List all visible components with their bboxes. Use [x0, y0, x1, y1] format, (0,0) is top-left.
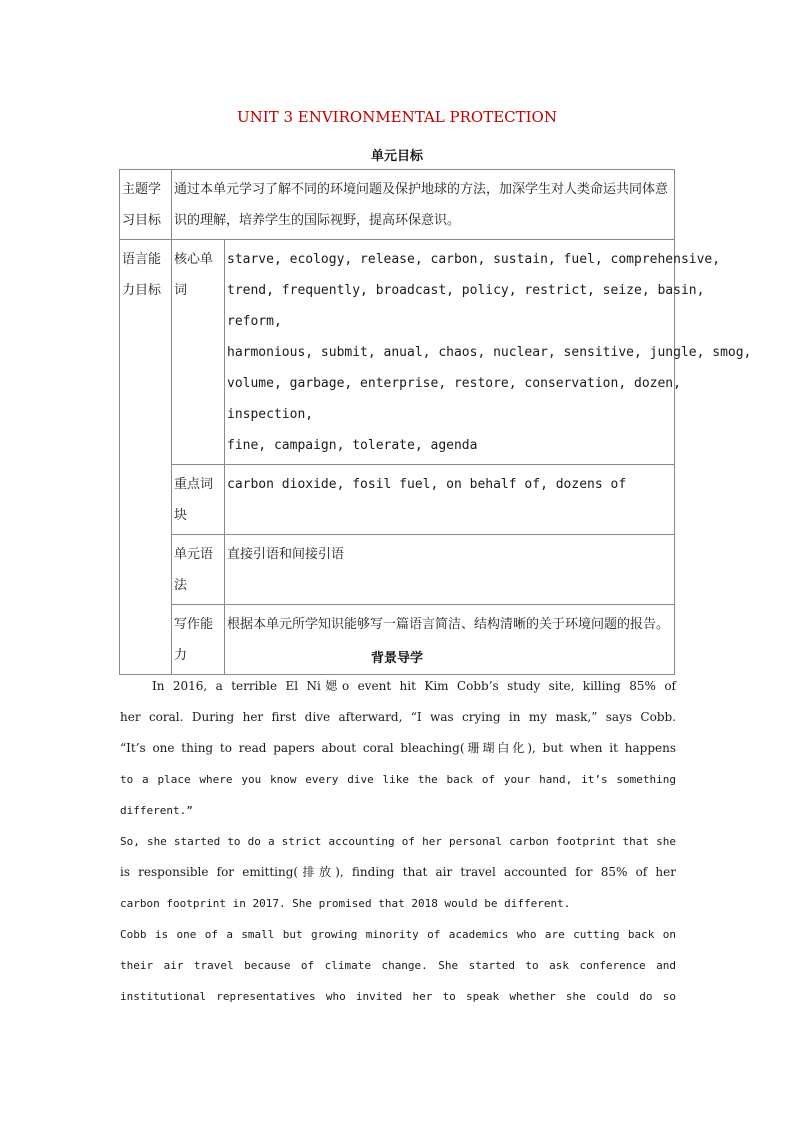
core-words-line: trend, frequently, broadcast, policy, restrict, seize, basin,	[227, 283, 705, 298]
unit-goals-heading: 单元目标	[370, 149, 423, 164]
unit-title: UNIT 3 ENVIRONMENTAL PROTECTION	[237, 108, 557, 126]
table-row	[120, 535, 675, 605]
grammar-text: 直接引语和间接引语	[227, 547, 345, 562]
grammar-label-cell	[172, 535, 225, 605]
key-chunks-label-cell	[172, 465, 225, 535]
core-words-line: starve, ecology, release, carbon, sustain, fuel, comprehensive,	[227, 252, 721, 267]
grammar-cell	[225, 535, 675, 605]
passage-line: In 2016, a terrible El Ni媤o event hit Kim Cobb’s study site, killing 85% of	[152, 679, 676, 693]
core-words-label-cell	[172, 240, 225, 465]
unit-goals-table	[119, 169, 752, 675]
table-row	[120, 240, 675, 465]
key-chunks-text: carbon dioxide, fosil fuel, on behalf of, dozens of	[227, 477, 627, 492]
passage-line: carbon footprint in 2017. She promised that 2018 would be different.	[120, 897, 571, 910]
core-words-line: harmonious, submit, anual, chaos, nuclear, sensitive, jungle, smog,	[227, 345, 752, 360]
passage-line: Cobb is one of a small but growing minority of academics who are cutting back on	[120, 928, 676, 941]
passage-line: is responsible for emitting(排放), finding that air travel accounted for 85% of her	[120, 865, 676, 879]
writing-label: 写作能力	[174, 617, 214, 663]
grammar-label: 单元语法	[174, 547, 214, 593]
passage-line: her coral. During her first dive afterward, “I was crying in my mask,” says Cobb.	[120, 710, 676, 724]
theme-text: 通过本单元学习了解不同的环境问题及保护地球的方法，加深学生对人类命运共同体意识的理解，培养学生的国际视野，提高环保意识。	[174, 182, 669, 228]
background-heading: 背景导学	[370, 651, 423, 666]
passage-line: their air travel because of climate change. She started to ask conference and	[120, 959, 676, 972]
writing-text: 根据本单元所学知识能够写一篇语言简洁、结构清晰的关于环境问题的报告。	[227, 617, 670, 632]
background-passage	[120, 671, 676, 1012]
core-words-line: reform,	[227, 314, 282, 329]
language-label: 语言能力目标	[122, 252, 162, 298]
passage-line: “It’s one thing to read papers about coral bleaching(珊瑚白化), but when it happens	[120, 741, 676, 755]
passage-line: to a place where you know every dive like the back of your hand, it’s something	[120, 773, 676, 786]
passage-line: So, she started to do a strict accounting of her personal carbon footprint that she	[120, 835, 676, 848]
key-chunks-label: 重点词块	[174, 477, 214, 523]
theme-label-cell	[120, 170, 172, 240]
core-words-cell	[225, 240, 752, 465]
core-words-label: 核心单词	[174, 252, 214, 298]
passage-line: different.”	[120, 804, 193, 817]
theme-text-cell	[172, 170, 675, 240]
table-row	[120, 465, 675, 535]
language-label-cell	[120, 240, 172, 675]
passage-line: institutional representatives who invited her to speak whether she could do so	[120, 990, 676, 1003]
core-words-line: volume, garbage, enterprise, restore, conservation, dozen,	[227, 376, 681, 391]
table-row	[120, 170, 675, 240]
core-words-line: inspection,	[227, 407, 314, 422]
key-chunks-cell	[225, 465, 675, 535]
core-words-line: fine, campaign, tolerate, agenda	[227, 438, 478, 453]
theme-label: 主题学习目标	[122, 182, 162, 228]
